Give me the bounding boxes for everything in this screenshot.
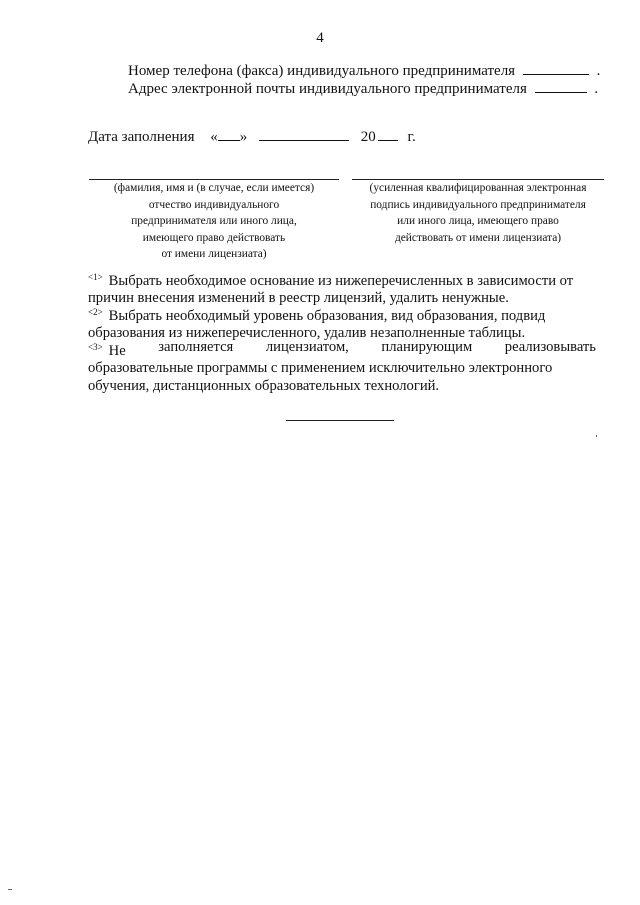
email-field-blank[interactable] [535,80,587,93]
footnote-3 [88,339,596,395]
name-caption-line: имеющего право действовать [142,231,286,244]
fill-date-label: Дата заполнения [88,129,195,145]
scan-speck [596,435,597,437]
footnote-3-word: $^{<3>}$ Не [88,342,126,359]
phone-field-row [128,62,600,80]
footnote-1-line [88,269,596,290]
digital-caption-line: или иного лица, имеющего право [397,215,559,227]
email-field-row [128,80,598,98]
phone-field-blank[interactable] [523,62,589,75]
digital-signature-caption [350,180,606,246]
footnote-2-line: образования из нижеперечисленного, удалив незаполненные таблицы. [88,325,526,342]
date-year-suffix: г. [407,129,416,145]
footnote-3-first-line [88,339,596,360]
date-day-blank[interactable] [218,128,240,141]
date-month-blank[interactable] [259,128,349,141]
digital-caption-line: подпись индивидуального предпринимателя [370,198,586,211]
footnote-1 [88,269,596,308]
footnote-3-line: образовательные программы с применением исключительно электронного [88,360,553,377]
name-caption-line: предпринимателя или иного лица, [131,215,297,227]
footnote-3-line: обучения, дистанционных образовательных технологий. [88,377,440,394]
phone-field-terminator: . [596,63,601,79]
footnote-1-marker: <1> [88,272,103,282]
scan-speck [8,889,12,890]
footnote-3-word: лицензиатом, [265,339,349,355]
footnote-2-line [88,304,596,325]
date-close-quote: » [239,129,248,145]
footnote-3-word: реализовывать [504,339,596,355]
email-field-terminator: . [594,81,599,97]
page-number: 4 [316,30,324,46]
phone-field-label: Номер телефона (факса) индивидуального предпринимателя [128,63,516,79]
date-year-prefix: 20 [360,129,376,145]
footnote-3-word: планирующим [381,339,473,355]
footnote-1-line: причин внесения изменений в реестр лицензий, удалить ненужные. [88,290,509,307]
footnote-1-text: Выбрать необходимое основание из нижеперечисленных в зависимости от [108,273,574,289]
footnote-2-marker: <2> [88,307,103,317]
footnote-2 [88,304,596,343]
name-caption-line: (фамилия, имя и (в случае, если имеется) [113,182,315,194]
footnote-3-word: заполняется [158,339,234,355]
end-of-text-rule [286,420,394,421]
name-caption-line: отчество индивидуального [148,198,280,211]
name-signature-caption [89,180,339,263]
date-year-blank[interactable] [378,128,398,141]
footnote-1-first [88,269,573,290]
fill-date-row [88,128,416,146]
digital-caption-line: (усиленная квалифицированная электронная [369,182,587,194]
email-field-label: Адрес электронной почты индивидуального предпринимателя [128,81,527,97]
digital-caption-line: действовать от имени лицензиата) [394,231,562,244]
footnote-3-marker: <3> [88,342,103,352]
date-open-quote: « [210,129,218,145]
footnote-2-text: Выбрать необходимый уровень образования, вид образования, подвид [108,308,546,324]
name-caption-line: от имени лицензиата) [161,248,267,260]
